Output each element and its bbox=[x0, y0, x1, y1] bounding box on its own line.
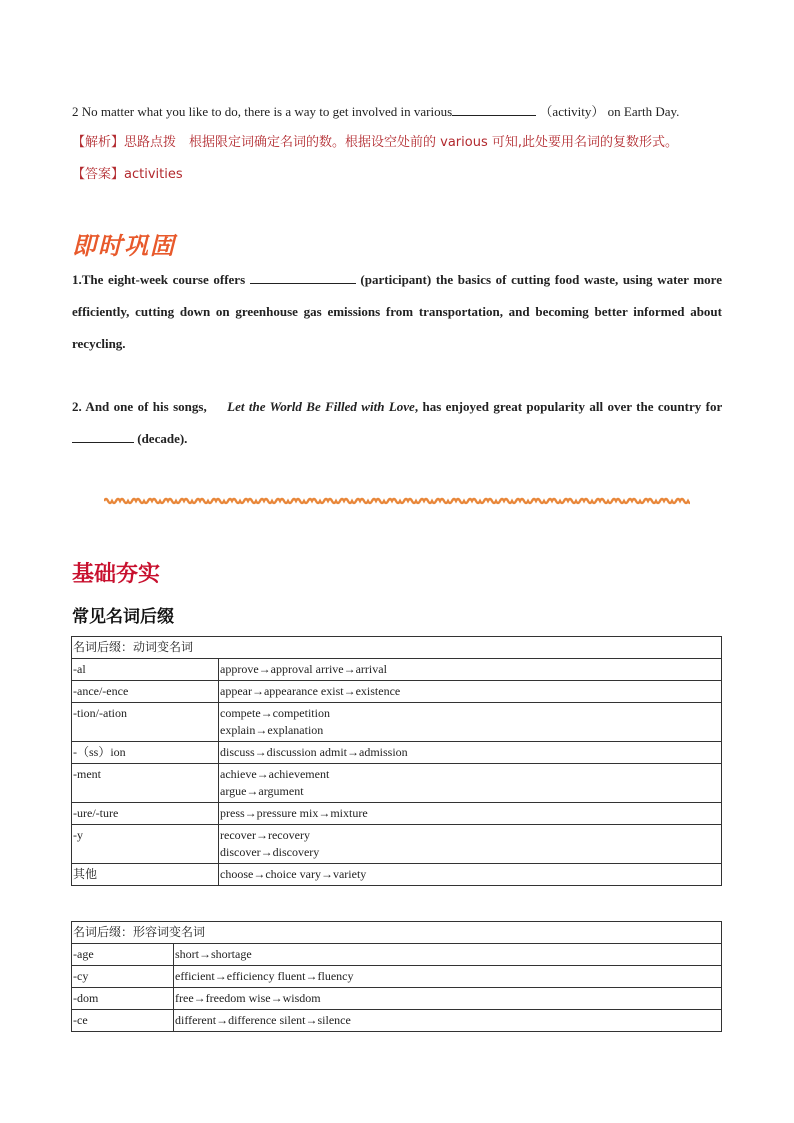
analysis-text: 思路点拨 根据限定词确定名词的数。根据设空处前的 various 可知,此处要用名词的复数形式。 bbox=[124, 135, 678, 150]
examples-cell bbox=[219, 864, 722, 886]
example-line: press→pressure mix→mixture bbox=[220, 806, 368, 820]
suffix-cell: -（ss）ion bbox=[72, 742, 219, 764]
table-header-row bbox=[72, 922, 722, 944]
example-line: different→difference silent→silence bbox=[175, 1013, 351, 1027]
examples-cell bbox=[219, 659, 722, 681]
table-header-row bbox=[72, 637, 722, 659]
table-verb-to-noun bbox=[71, 636, 722, 886]
suffix-cell: -ance/-ence bbox=[72, 681, 219, 703]
exercise-2-suffix: (decade). bbox=[137, 431, 188, 446]
table-header: 名词后缀：形容词变名词 bbox=[72, 922, 722, 944]
table-row bbox=[72, 988, 722, 1010]
suffix-cell: 其他 bbox=[72, 864, 219, 886]
example-line: approve→approval arrive→arrival bbox=[220, 662, 387, 676]
question-2-hint: （activity） bbox=[539, 104, 605, 119]
answer-tag: 【答案】 bbox=[72, 167, 125, 182]
exercise-1 bbox=[72, 264, 722, 360]
answer-text: activities bbox=[124, 167, 183, 182]
question-2-prefix: 2 No matter what you like to do, there is a way to get involved in various bbox=[72, 104, 453, 119]
table-header: 名词后缀：动词变名词 bbox=[72, 637, 722, 659]
example-line: efficient→efficiency fluent→fluency bbox=[175, 969, 354, 983]
examples-cell bbox=[174, 1010, 722, 1032]
answer-blank[interactable] bbox=[452, 103, 536, 116]
exercise-2-prefix: 2. And one of his songs, bbox=[72, 399, 207, 414]
analysis-line bbox=[72, 134, 678, 151]
suffix-cell: -tion/-ation bbox=[72, 703, 219, 742]
table-row bbox=[72, 825, 722, 864]
examples-cell bbox=[219, 681, 722, 703]
examples-cell bbox=[219, 764, 722, 803]
example-line: discover→discovery bbox=[220, 845, 320, 859]
example-line: free→freedom wise→wisdom bbox=[175, 991, 321, 1005]
example-line: appear→appearance exist→existence bbox=[220, 684, 401, 698]
question-2 bbox=[72, 103, 679, 120]
examples-cell bbox=[174, 944, 722, 966]
table-row bbox=[72, 659, 722, 681]
table-row bbox=[72, 703, 722, 742]
examples-cell bbox=[174, 988, 722, 1010]
suffix-cell: -ment bbox=[72, 764, 219, 803]
analysis-tag: 【解析】 bbox=[72, 135, 125, 150]
suffix-cell: -al bbox=[72, 659, 219, 681]
section-title-basic: 基础夯实 bbox=[72, 562, 161, 587]
examples-cell bbox=[219, 825, 722, 864]
example-line: discuss→discussion admit→admission bbox=[220, 745, 408, 759]
example-line: recover→recovery bbox=[220, 828, 310, 842]
example-line: explain→explanation bbox=[220, 723, 324, 737]
suffix-cell: -ce bbox=[72, 1010, 174, 1032]
suffix-cell: -cy bbox=[72, 966, 174, 988]
exercise-1-rest: (participant) the basics of cutting food waste, using water more efficiently, cutting down on greenhouse gas emissions from transportation, and becoming better informed about recycling. bbox=[72, 272, 722, 351]
suffix-cell: -ure/-ture bbox=[72, 803, 219, 825]
table-row bbox=[72, 944, 722, 966]
question-2-suffix: on Earth Day. bbox=[607, 104, 680, 119]
suffix-cell: -y bbox=[72, 825, 219, 864]
subtitle: 常见名词后缀 bbox=[72, 607, 174, 627]
answer-blank[interactable] bbox=[250, 271, 356, 284]
table-row bbox=[72, 681, 722, 703]
answer-line bbox=[72, 166, 183, 183]
wave-divider bbox=[104, 494, 690, 508]
example-line: argue→argument bbox=[220, 784, 304, 798]
examples-cell bbox=[174, 966, 722, 988]
song-title: Let the World Be Filled with Love bbox=[227, 399, 415, 414]
examples-cell bbox=[219, 742, 722, 764]
suffix-cell: -age bbox=[72, 944, 174, 966]
table-row bbox=[72, 1010, 722, 1032]
answer-blank[interactable] bbox=[72, 430, 134, 443]
section-title-quick: 即时巩固 bbox=[72, 232, 176, 260]
examples-cell bbox=[219, 703, 722, 742]
table-adjective-to-noun bbox=[71, 921, 722, 1032]
example-line: achieve→achievement bbox=[220, 767, 330, 781]
example-line: compete→competition bbox=[220, 706, 330, 720]
examples-cell bbox=[219, 803, 722, 825]
example-line: short→shortage bbox=[175, 947, 252, 961]
table-row bbox=[72, 764, 722, 803]
exercise-2 bbox=[72, 391, 722, 455]
exercise-2-middle: , has enjoyed great popularity all over the country for bbox=[414, 399, 722, 414]
suffix-cell: -dom bbox=[72, 988, 174, 1010]
example-line: choose→choice vary→variety bbox=[220, 867, 367, 881]
table-row bbox=[72, 803, 722, 825]
table-row bbox=[72, 966, 722, 988]
exercise-1-prefix: 1.The eight-week course offers bbox=[72, 272, 246, 287]
table-row bbox=[72, 742, 722, 764]
table-row bbox=[72, 864, 722, 886]
